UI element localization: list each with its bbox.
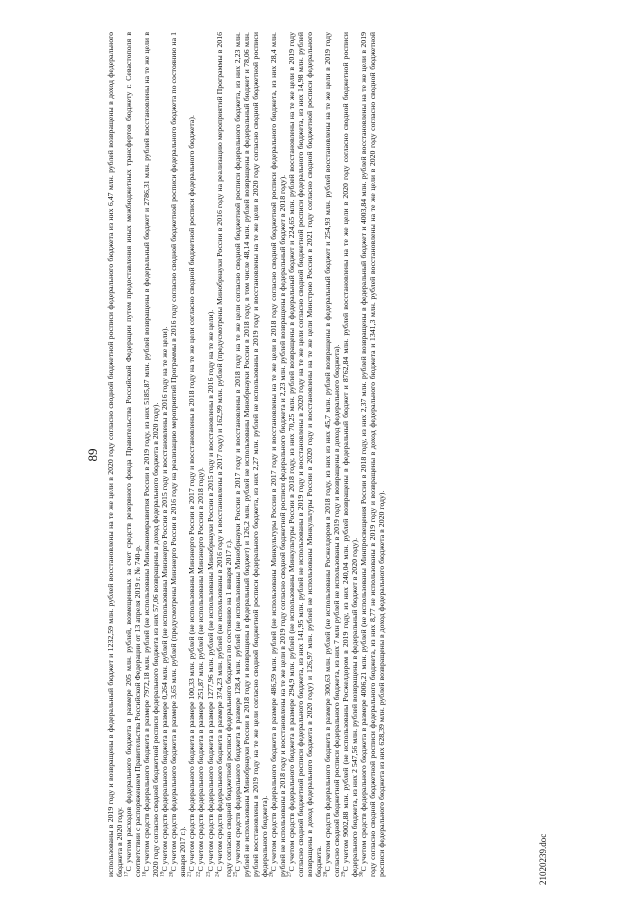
footnote-paragraph [160, 32, 169, 877]
footnote-paragraph [233, 32, 269, 877]
footnote-text: С учетом 9002,88 млн. рублей (не использованы Росжелдором в 2019 году, из них 240,04 млн. рублей возвращены в федеральный бюджет и 8762,84 млн. рублей восстановлены на те же цели в 2020 году согласно сводной бюджетной росписи федерального бюджета, из них 2 547,56 млн. рублей возвращены в федеральный бюджет в 2020 году). [341, 32, 360, 877]
footnote-number: 24 [213, 871, 220, 877]
footnote-paragraph [124, 32, 142, 877]
footnote-text: С учетом средств федерального бюджета в размере 4006,21 млн. рублей (не использованы Минпросвещения России в 2018 году, из них 2,37 млн. рублей возвращены в федеральный бюджет и 4003,84 млн. рублей восстановлены на те же цели в 2019 году согласно сводной бюджетной росписи федерального бюджета, из них 8,77 не использованы в 2019 году и возвращены в доход федерального бюджета и 1341,3 млн. рублей восстановлены на те же цели в 2020 году согласно сводной бюджетной росписи федерального бюджета из них 628,39 млн. рублей возвращены в доход федерального бюджета в 2020 году). [359, 32, 387, 877]
footnote-number: 26 [268, 871, 275, 877]
footnote-number: 17 [123, 871, 130, 877]
footnote-text: использованы в 2019 году и возвращены в федеральный бюджет и 1232,59 млн. рублей восстановлены на те же цели в 2020 году согласно сводной бюджетной росписи федерального бюджета из них 6,47 млн. рублей возвращены в доход федерального бюджета в 2020 году. [106, 32, 125, 877]
footnote-paragraph [106, 32, 124, 877]
footnote-paragraph [287, 32, 323, 877]
footnote-text: С учетом средств федерального бюджета в размере 3,65 млн. рублей (предусмотрены Минэнерго России в 2016 году на реализацию мероприятий Программы в 2016 году согласно сводной бюджетной росписи федерального бюджета по состоянию на 1 января 2017 г.). [169, 32, 188, 877]
footnote-text: С учетом средств федерального бюджета в размере 100,33 млн. рублей (не использованы Минэнерго России в 2017 году и восстановлены в 2018 году на те же цели согласно сводной бюджетной росписи федерального бюджета). [187, 115, 197, 872]
footnote-paragraph [142, 32, 160, 877]
footnote-number: 19 [159, 871, 166, 877]
footnote-paragraph [196, 32, 205, 877]
footnote-paragraph [359, 32, 386, 877]
footnote-text: С учетом средств федерального бюджета в размере 486,59 млн. рублей (не использованы Минкультуры России в 2017 году и восстановлены на те же цели в 2018 году согласно сводной бюджетной росписи федерального бюджета, из них 28,4 млн. рублей не использованы в 2018 году и восстановлены на те же цели в 2019 году согласно сводной бюджетной росписи федерального бюджета и 2,23 млн. рублей возвращены в федеральный бюджет в 2018 году). [268, 32, 287, 877]
footnote-paragraph [323, 32, 341, 877]
footnote-number: 28 [322, 871, 329, 877]
footnote-number: 22 [195, 871, 202, 877]
footnote-number: 23 [204, 871, 211, 877]
footnote-text: С учетом средств федерального бюджета в размере 7972,18 млн. рублей (не использованы Минэкономразвития России в 2019 году, из них 5185,87 млн. рублей возвращены в федеральный бюджет и 2786,31 млн. рублей восстановлены на те же цели в 2020 году согласно сводной бюджетной росписи федерального бюджета из них 57,06 возвращены в доход федерального бюджета в 2020 году). [142, 32, 161, 877]
footnote-paragraph [169, 32, 187, 877]
footnote-paragraph [269, 32, 287, 877]
footnote-number: 20 [168, 871, 175, 877]
footnote-text: С учетом средств федерального бюджета в размере 374,23 млн. рублей (не использованы в 2016 году и восстановлены в 2017 году) и 162,99 млн. рублей (предусмотрены Минобрнауки России в 2016 году на реализацию мероприятий Программы в 2016 году согласно сводной бюджетной росписи федерального бюджета по состоянию на 1 января 2017 г.). [214, 32, 233, 877]
footnote-paragraph [341, 32, 359, 877]
footnote-text: С учетом средств федерального бюджета в размере 294,9 млн. рублей (не использованы Минкультуры России в 2018 году, из них 70,25 млн. рублей возвращены в федеральный бюджет и 224,65 млн. рублей восстановлены на те же цели в 2019 году согласно сводной бюджетной росписи федерального бюджета, из них 141,95 млн. рублей не использованы в 2019 году и восстановлены в 2020 году на те же цели согласно сводной бюджетной росписи федерального бюджета, из них 14,98 млн. рублей возвращены в доход федерального бюджета в 2020 году) и 126,97 млн. рублей не использованы Минкультуры России в 2020 году и восстановлены на те же цели Минстрою России в 2021 году согласно сводной бюджетной росписи федерального бюджета. [286, 32, 324, 877]
footnote-number: 27 [286, 871, 293, 877]
footer-filename: 21020239.doc [538, 833, 548, 885]
footnote-number: 30 [358, 871, 365, 877]
footnote-paragraph [206, 32, 215, 877]
footnote-number: 21 [186, 871, 193, 877]
footnotes-body [106, 32, 386, 877]
footnote-text: С учетом средств федерального бюджета в размере 300,63 млн. рублей (не использованы Росжелдором в 2018 году, из них из них 45,7 млн. рублей возвращены в федеральный бюджет и 254,93 млн. рублей восстановлены на те же цели в 2019 году согласно сводной бюджетной росписи федерального бюджета, из них 7 млн рублей не использованы в 2019 году и возвращены в доход федерального бюджета). [323, 32, 342, 877]
footnote-paragraph [215, 32, 233, 877]
page-number: 89 [85, 448, 100, 462]
footnote-number: 25 [232, 871, 239, 877]
footnote-text: С учетом расходов федерального бюджета в размере 205 млн. рублей, возмещенных за счет средств резервного фонда Правительства Российской Федерации путем предоставления иных межбюджетных трансфертов бюджету г. Севастополя в соответствии с распоряжением Правительства Российской Федерации от 13 апреля 2019 г. № 740-р. [124, 32, 143, 877]
footnote-text: С учетом средств федерального бюджета в размере 251,87 млн. рублей (не использованы Минэнерго России в 2018 году). [196, 467, 206, 872]
footnote-number: 18 [141, 871, 148, 877]
footnote-text: С учетом средств федерального бюджета в размере 128,4 млн. рублей (не использованы Минобрнауки России в 2017 году и восстановлены в 2018 году на те же цели согласно сводной бюджетной росписи федерального бюджета, из них 2,23 млн. рублей не использованы Минобрнауки России в 2018 году и возвращены в федеральный бюджет) и 126,2 млн. рублей не использованы Минобрнауки России в 2018 году, в том числе 48,14 млн. рублей возвращены в федеральный бюджет и 78,06 млн. рублей восстановлены в 2019 году на те же цели согласно сводной бюджетной росписи федерального бюджета, из них 2,27 млн. рублей не использованы в 2019 году и восстановлены на те же цели в 2020 году согласно сводной бюджетной росписи федерального бюджета). [232, 32, 269, 877]
footnote-text: С учетом средств федерального бюджета в размере 1277,96 млн. рублей (не использованы Минобрнауки России в 2015 году и восстановлены в 2016 году на те же цели). [205, 309, 215, 872]
footnote-number: 29 [340, 871, 347, 877]
rotated-page [80, 25, 560, 885]
footnote-text: С учетом средств федерального бюджета в размере 0,264 млн. рублей (не использованы Минэнерго России в 2015 году и восстановлены в 2016 году на те же цели). [160, 326, 170, 872]
